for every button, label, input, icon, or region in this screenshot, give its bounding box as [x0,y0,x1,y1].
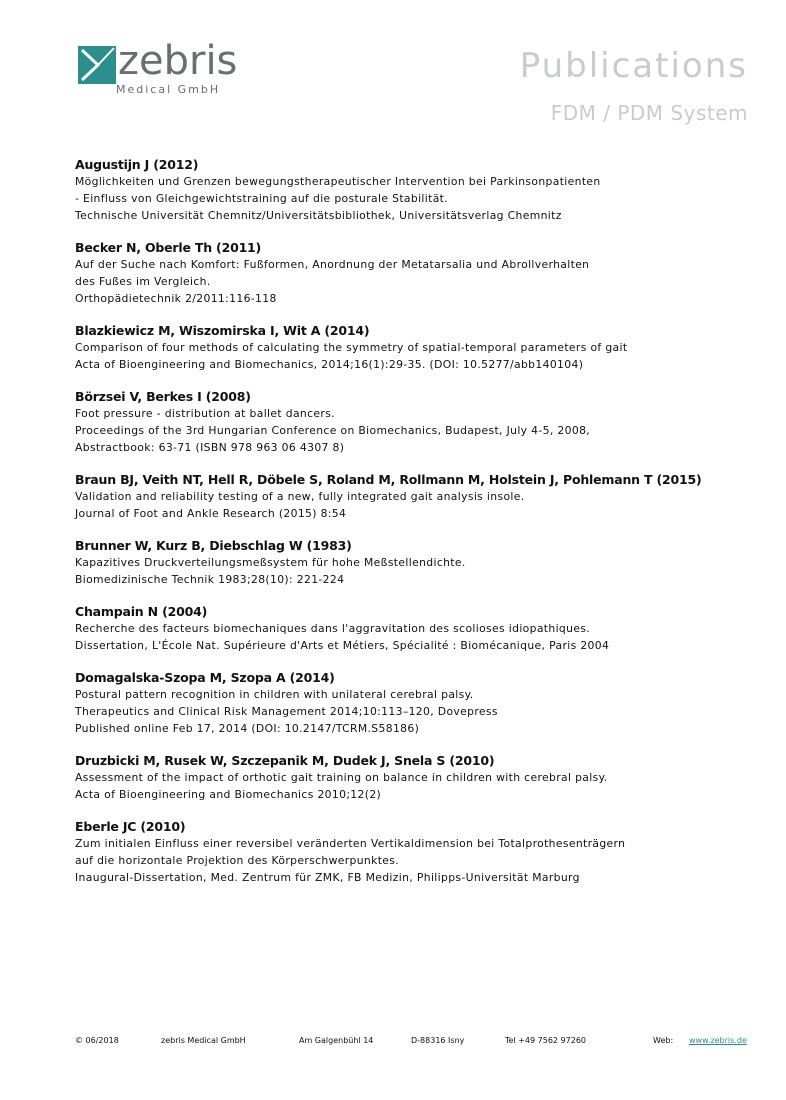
reference-authors: Börzsei V, Berkes I (2008) [75,389,251,404]
zebris-logo [78,38,238,106]
logo-subtitle: Medical GmbH [116,83,221,96]
reference-line: Zum initialen Einfluss einer reversibel veränderten Vertikaldimension bei Totalprothesenträgern [75,837,626,850]
footer-web-link[interactable]: www.zebris.de [689,1036,747,1045]
reference-authors: Braun BJ, Veith NT, Hell R, Döbele S, Roland M, Rollmann M, Holstein J, Pohlemann T (2015) [75,472,702,487]
reference-line: Technische Universität Chemnitz/Universitätsbibliothek, Universitätsverlag Chemnitz [75,209,562,222]
reference-item [75,537,715,588]
reference-line: Published online Feb 17, 2014 (DOI: 10.2147/TCRM.S58186) [75,722,420,735]
footer-web-label: Web: [653,1036,674,1045]
footer-city: D-88316 Isny [411,1036,465,1045]
reference-line: Abstractbook: 63-71 (ISBN 978 963 06 4307 8) [75,441,345,454]
page-subtitle: FDM / PDM System [550,101,748,125]
reference-item [75,388,715,456]
reference-line: Assessment of the impact of orthotic gait training on balance in children with cerebral palsy. [75,771,608,784]
reference-item [75,752,715,803]
reference-line: Kapazitives Druckverteilungsmeßsystem für hohe Meßstellendichte. [75,556,466,569]
reference-line: Acta of Bioengineering and Biomechanics 2010;12(2) [75,788,382,801]
reference-item [75,239,715,307]
zebris-logo-mark-icon [78,46,116,84]
reference-authors: Blazkiewicz M, Wiszomirska I, Wit A (2014) [75,323,370,338]
reference-authors: Domagalska-Szopa M, Szopa A (2014) [75,670,335,685]
reference-item [75,669,715,737]
reference-line: Biomedizinische Technik 1983;28(10): 221-224 [75,573,345,586]
reference-item [75,818,715,886]
footer-date: © 06/2018 [75,1036,119,1045]
reference-line: auf die horizontale Projektion des Körperschwerpunktes. [75,854,400,867]
reference-authors: Eberle JC (2010) [75,819,186,834]
reference-line: - Einfluss von Gleichgewichtstraining auf die posturale Stabilität. [75,192,449,205]
reference-line: Inaugural-Dissertation, Med. Zentrum für ZMK, FB Medizin, Philipps-Universität Marburg [75,871,580,884]
reference-line: Foot pressure - distribution at ballet dancers. [75,407,335,420]
footer [75,1036,750,1050]
reference-line: Comparison of four methods of calculating the symmetry of spatial-temporal parameters of gait [75,341,628,354]
reference-line: Recherche des facteurs biomechaniques dans l'aggravitation des scolioses idiopathiques. [75,622,591,635]
reference-line: Acta of Bioengineering and Biomechanics, 2014;16(1):29-35. (DOI: 10.5277/abb140104) [75,358,584,371]
footer-street: Am Galgenbühl 14 [299,1036,374,1045]
reference-line: Journal of Foot and Ankle Research (2015) 8:54 [75,507,347,520]
reference-authors: Becker N, Oberle Th (2011) [75,240,262,255]
reference-item [75,156,715,224]
reference-list [75,156,715,901]
reference-line: Dissertation, L'École Nat. Supérieure d'Arts et Métiers, Spécialité : Biomécanique, Paris 2004 [75,639,610,652]
reference-line: Möglichkeiten und Grenzen bewegungstherapeutischer Intervention bei Parkinsonpatienten [75,175,601,188]
page-title: Publications [519,46,748,86]
reference-item [75,603,715,654]
reference-authors: Champain N (2004) [75,604,208,619]
reference-authors: Brunner W, Kurz B, Diebschlag W (1983) [75,538,352,553]
footer-phone: Tel +49 7562 97260 [505,1036,586,1045]
reference-line: Auf der Suche nach Komfort: Fußformen, Anordnung der Metatarsalia und Abrollverhalten [75,258,590,271]
reference-item [75,322,715,373]
reference-line: Validation and reliability testing of a new, fully integrated gait analysis insole. [75,490,525,503]
reference-item [75,471,715,522]
reference-line: Therapeutics and Clinical Risk Management 2014;10:113–120, Dovepress [75,705,498,718]
reference-line: Proceedings of the 3rd Hungarian Conference on Biomechanics, Budapest, July 4-5, 2008, [75,424,591,437]
reference-line: Orthopädietechnik 2/2011:116-118 [75,292,277,305]
reference-authors: Druzbicki M, Rusek W, Szczepanik M, Dudek J, Snela S (2010) [75,753,495,768]
reference-line: Postural pattern recognition in children with unilateral cerebral palsy. [75,688,474,701]
reference-authors: Augustijn J (2012) [75,157,199,172]
reference-line: des Fußes im Vergleich. [75,275,211,288]
logo-wordmark: zebris [118,38,238,84]
footer-company: zebris Medical GmbH [161,1036,246,1045]
